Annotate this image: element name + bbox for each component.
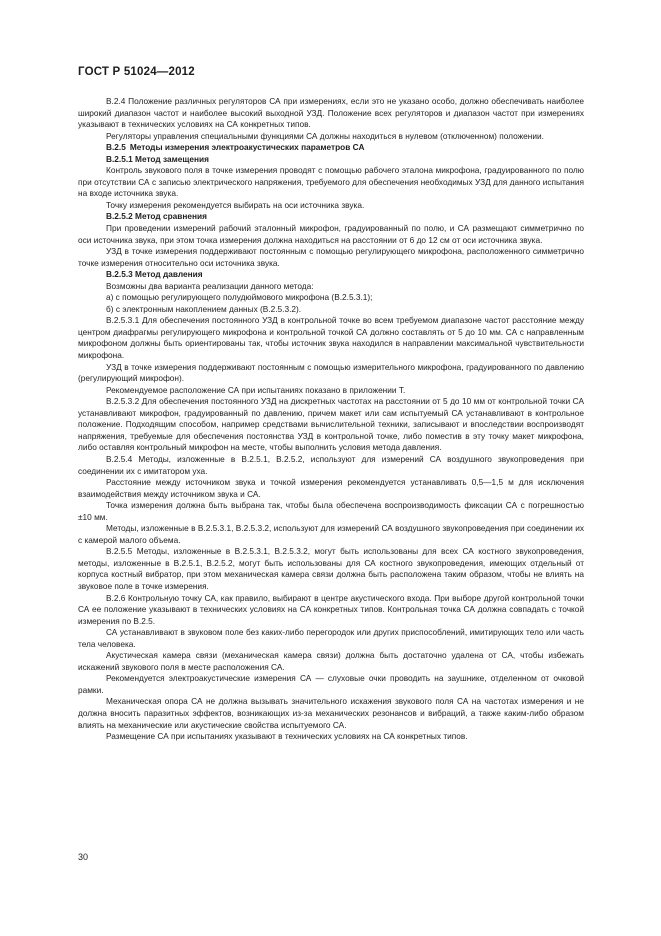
document-body: [78, 96, 584, 743]
document-header: ГОСТ Р 51024—2012: [78, 66, 195, 78]
paragraph: В.2.5.3.2 Для обеспечения постоянного УЗД на дискретных частотах на расстоянии от 5 до 10 мм от контрольной точки СА устанавливают микрофон, градуированный по давлению, причем макет или сам испытуемый СА устанавливают в контрольное положение. Подходящим способом, например средствами вычислительной техники, записывают и впоследствии воспроизводят напряжения, требуемые для обеспечения постоянства УЗД в контрольной точке, либо поместив в эту точку макет микрофона, либо оставляя контрольный микрофон на месте, чтобы выполнить условия метода давления.: [78, 396, 584, 453]
paragraph-b24: В.2.4 Положение различных регуляторов СА при измерениях, если это не указано особо, должно обеспечивать наиболее широкий диапазон частот и наиболее высокий выходной УЗД. Положение всех регуляторов и диапазон частот при измерениях указывают в технических условиях на СА конкретных типов.: [78, 96, 584, 130]
section-number: В.2.5: [106, 142, 126, 153]
paragraph: При проведении измерений рабочий эталонный микрофон, градуированный по полю, и СА размещают симметрично по оси источника звука, при этом точка измерения должна находиться на расстоянии от 6 до 12 см от оси источника звука.: [78, 223, 584, 245]
list-item: а) с помощью регулирующего полудюймового микрофона (В.2.5.3.1);: [106, 292, 373, 303]
paragraph: СА устанавливают в звуковом поле без каких-либо перегородок или других приспособлений, имитирующих тело или часть тела человека.: [78, 627, 584, 649]
paragraph: Акустическая камера связи (механическая камера связи) должна быть достаточно удалена от СА, чтобы избежать искажений звукового поля в месте расположения СА.: [78, 650, 584, 672]
paragraph: В.2.5.5 Методы, изложенные в В.2.5.3.1, В.2.5.3.2, могут быть использованы для всех СА костного звукопроведения, методы, изложенные в В.2.5.1, В.2.5.2, могут быть использованы для СА костного звукопроведения, имеющих отдельный от корпуса костный вибратор, при этом механическая камера связи должна быть расположена таким образом, чтобы не влиять на звуковое поле в точке измерения.: [78, 546, 584, 591]
paragraph: Рекомендуемое расположение СА при испытаниях показано в приложении Т.: [106, 384, 406, 395]
paragraph: УЗД в точке измерения поддерживают постоянным с помощью измерительного микрофона, градуированного по давлению (регулирующий микрофон).: [78, 361, 584, 384]
paragraph: Методы, изложенные в В.2.5.3.1, В.2.5.3.2, используют для измерений СА воздушного звукопроведения при соединении их с камерой малого объема.: [78, 523, 584, 545]
paragraph-regulators: Регуляторы управления специальными функциями СА должны находиться в нулевом (отключенном) положении.: [106, 130, 544, 141]
paragraph: УЗД в точке измерения поддерживают постоянным с помощью регулирующего микрофона, расположенного симметрично точке измерения относительно оси источника звука.: [78, 246, 584, 268]
paragraph: Точка измерения должна быть выбрана так, чтобы была обеспечена воспроизводимость фиксации СА с погрешностью ±10 мм.: [78, 500, 584, 522]
paragraph: Механическая опора СА не должна вызывать значительного искажения звукового поля СА на частотах измерения и не должна вносить паразитных эффектов, возникающих из-за механических резонансов и вибраций, а также каким-либо образом влиять на механические или акустические свойства испытуемого СА.: [78, 696, 584, 730]
paragraph: В.2.5.4 Методы, изложенные в В.2.5.1, В.2.5.2, используют для измерений СА воздушного звукопроведения при соединении их с имитатором уха.: [78, 453, 584, 476]
section-heading-b25: [78, 142, 584, 154]
paragraph: В.2.5.3.1 Для обеспечения постоянного УЗД в контрольной точке во всем требуемом диапазоне частот расстояние между центром диафрагмы регулирующего микрофона и контрольной точкой СА должно составлять от 5 до 10 мм. СА с направленным микрофоном должны быть ориентированы так, чтобы источник звука находился в направлении максимальной чувствительности микрофона.: [78, 315, 584, 361]
paragraph: Расстояние между источником звука и точкой измерения рекомендуется устанавливать 0,5—1,5 м для исключения взаимодействия между источником звука и СА.: [78, 477, 584, 499]
paragraph: Точку измерения рекомендуется выбирать на оси источника звука.: [106, 199, 365, 210]
page-number: 30: [78, 852, 89, 862]
paragraph: В.2.6 Контрольную точку СА, как правило, выбирают в центре акустического входа. При выборе другой контрольной точки СА ее положение указывают в технических условиях на СА конкретных типов. Контрольная точка СА должна совпадать с точкой измерения по В.2.5.: [78, 592, 584, 626]
paragraph: Возможны два варианта реализации данного метода:: [106, 280, 314, 291]
subsection-heading-b252: В.2.5.2 Метод сравнения: [106, 211, 207, 222]
paragraph: Контроль звукового поля в точке измерения проводят с помощью рабочего эталона микрофона, градуированного по полю при отсутствии СА с записью электрического напряжения, требуемого для обеспечения необходимых УЗД для данного испытания на входе источника звука.: [78, 165, 584, 199]
list-item: б) с электронным накоплением данных (В.2.5.3.2).: [106, 303, 302, 314]
subsection-heading-b251: В.2.5.1 Метод замещения: [106, 153, 209, 164]
section-title: Методы измерения электроакустических параметров СА: [129, 142, 365, 153]
paragraph: Размещение СА при испытаниях указывают в технических условиях на СА конкретных типов.: [106, 731, 468, 742]
subsection-heading-b253: В.2.5.3 Метод давления: [106, 269, 203, 280]
paragraph: Рекомендуется электроакустические измерения СА — слуховые очки проводить на заушнике, отделенном от очковой рамки.: [78, 673, 584, 695]
